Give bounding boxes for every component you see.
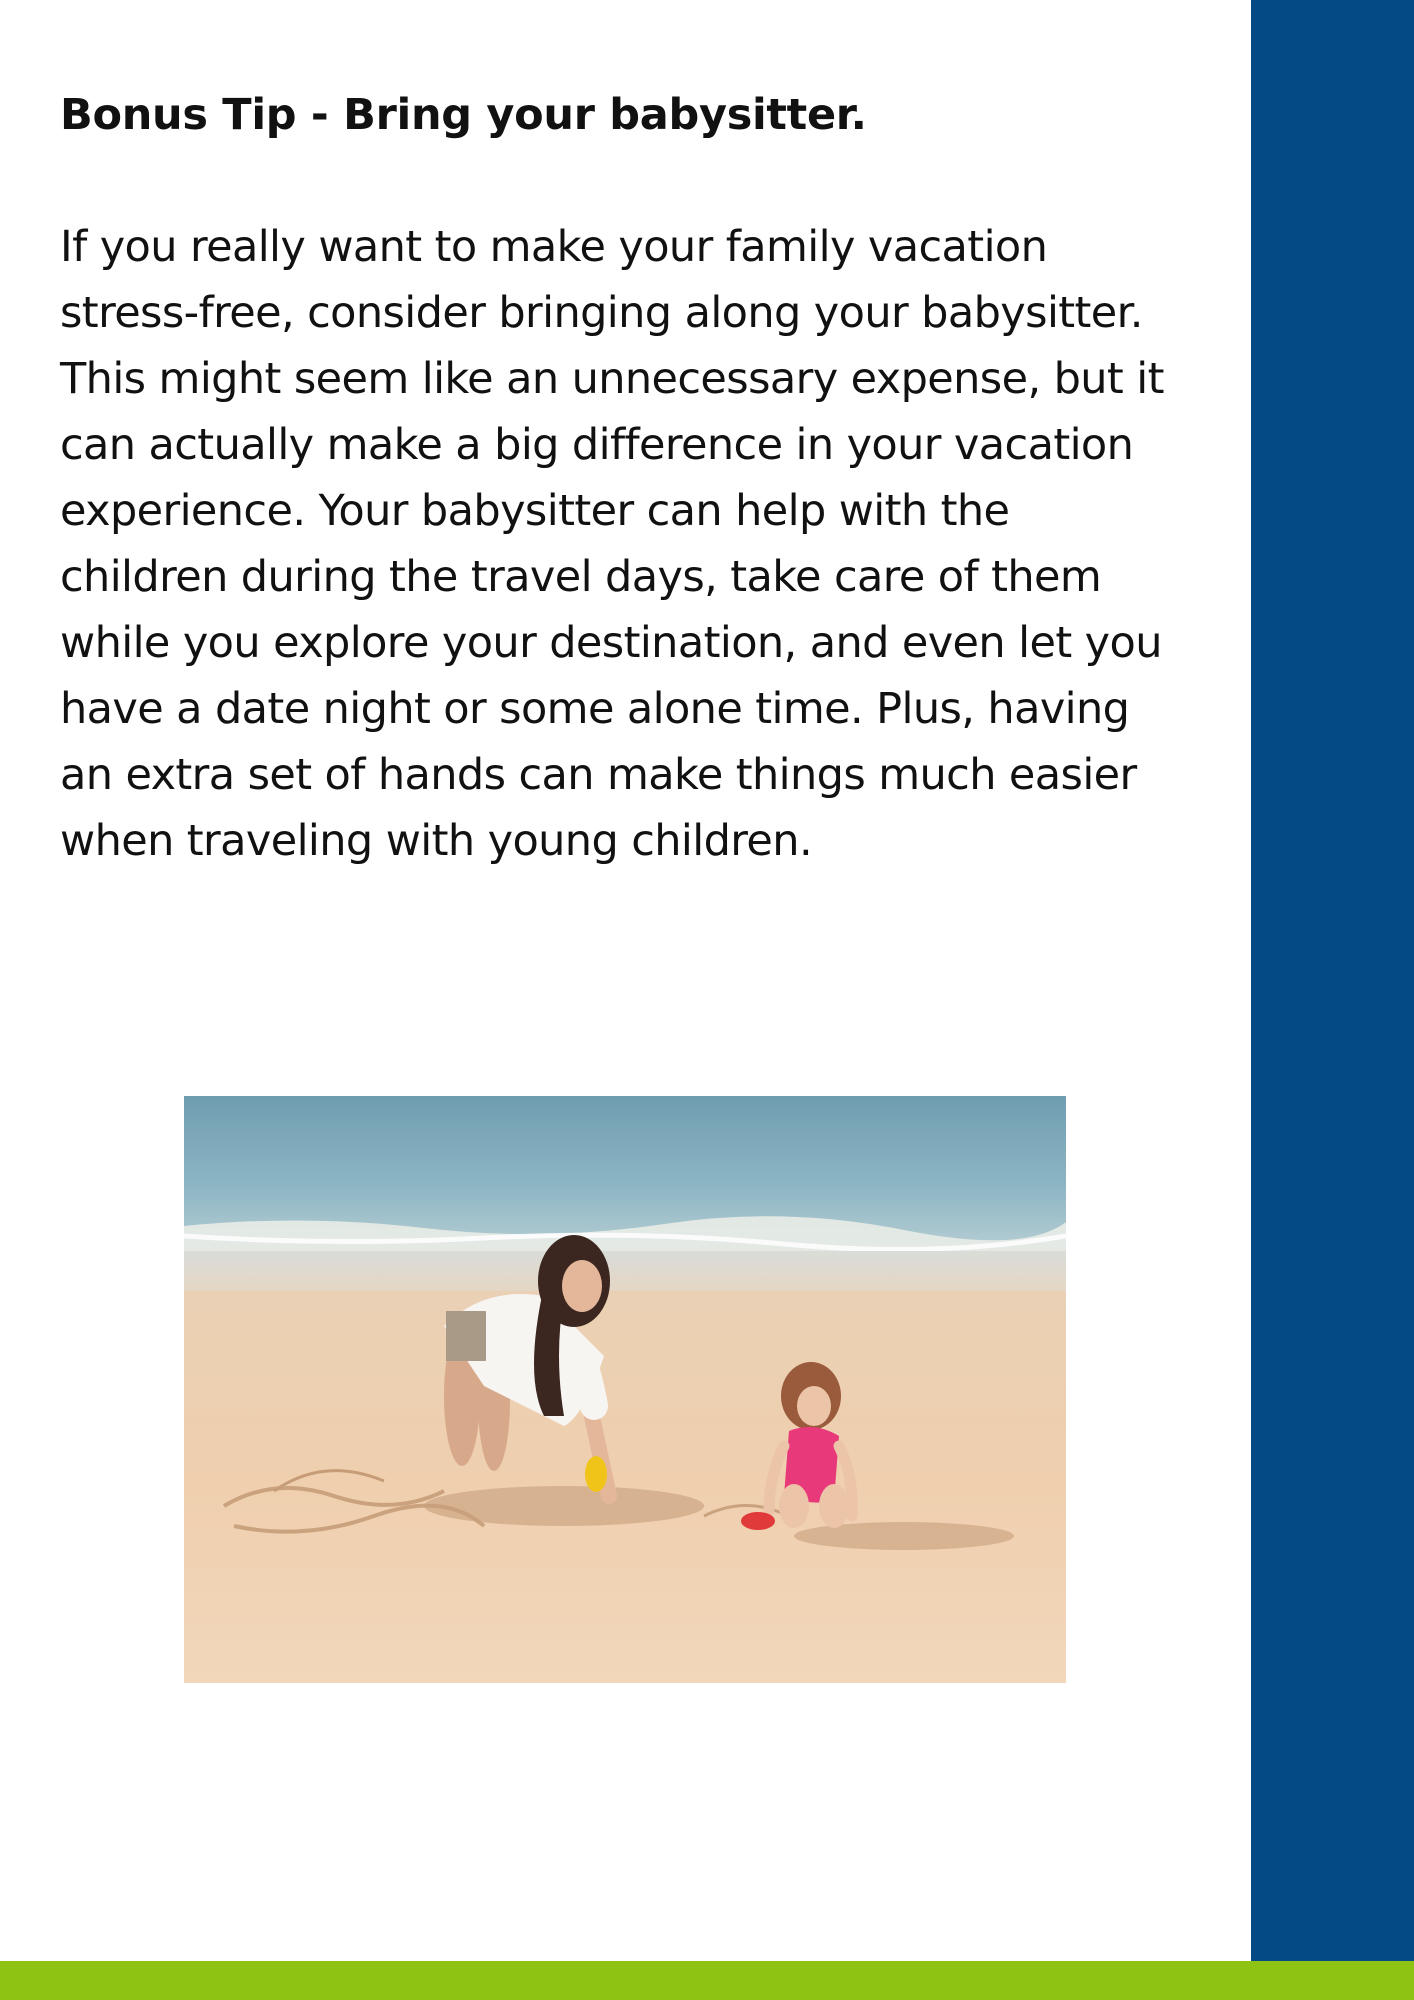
- tip-heading: Bonus Tip - Bring your babysitter.: [60, 90, 867, 140]
- tip-body: If you really want to make your family vacation stress-free, consider bringing along your babysitter. This might seem like an unnecessary expense, but it can actually make a big difference in your vacation experience. Your babysitter can help with the children during the travel days, take care of them while you explore your destination, and even let you have a date night or some alone time. Plus, having an extra set of hands can make things much easier when traveling with young children.: [60, 222, 1164, 866]
- tip-section: [60, 86, 1180, 874]
- sidebar-color-band: [1251, 0, 1414, 1961]
- footer-color-band: [0, 1961, 1414, 2000]
- beach-photo: [184, 1096, 1066, 1683]
